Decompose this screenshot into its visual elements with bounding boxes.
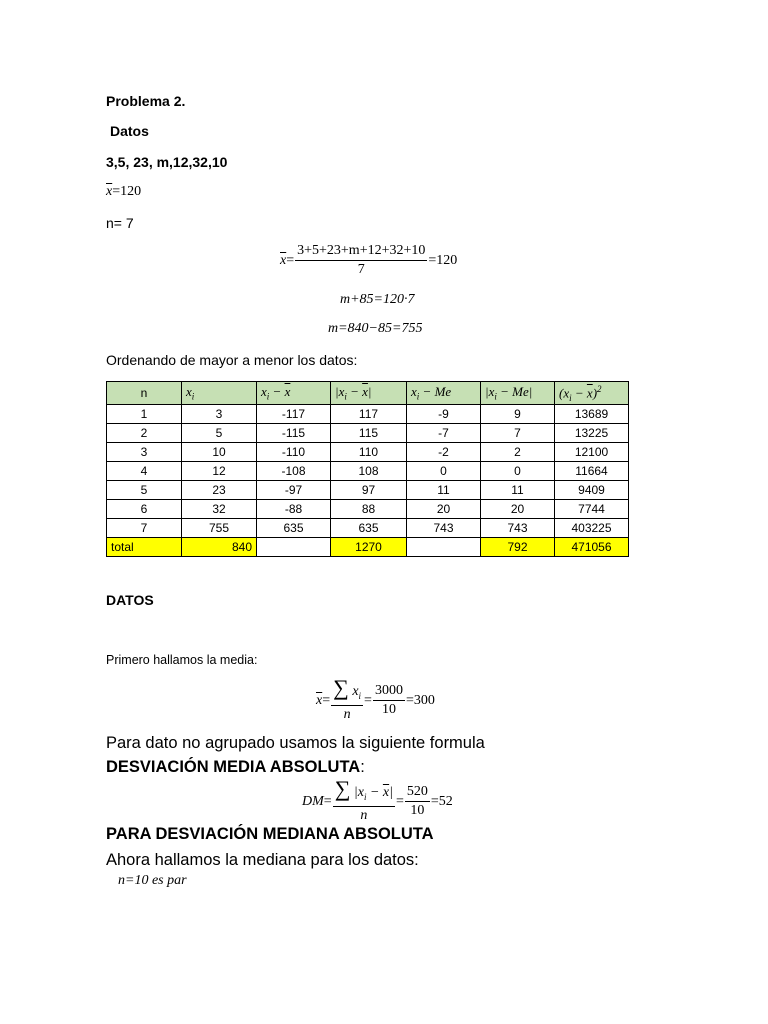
section-intro: Primero hallamos la media: bbox=[106, 653, 258, 667]
table-cell: 13689 bbox=[555, 405, 629, 424]
table-cell: 755 bbox=[182, 519, 257, 538]
table-cell: 110 bbox=[331, 443, 407, 462]
table-cell: 2 bbox=[481, 443, 555, 462]
table-cell: 1 bbox=[107, 405, 182, 424]
table-cell: 7744 bbox=[555, 500, 629, 519]
total-abs-me: 792 bbox=[481, 538, 555, 557]
table-cell: -117 bbox=[257, 405, 331, 424]
table-cell: 20 bbox=[407, 500, 481, 519]
table-cell: 635 bbox=[331, 519, 407, 538]
col-xi-minus-mean: $x_i - \overline{x}$ bbox=[257, 382, 331, 405]
table-cell: 3 bbox=[107, 443, 182, 462]
table-row bbox=[107, 519, 629, 538]
table-cell: 108 bbox=[331, 462, 407, 481]
table-cell: 32 bbox=[182, 500, 257, 519]
data-table bbox=[106, 381, 629, 557]
table-cell: 743 bbox=[407, 519, 481, 538]
table-cell: 5 bbox=[107, 481, 182, 500]
table-row bbox=[107, 424, 629, 443]
table-cell: 20 bbox=[481, 500, 555, 519]
total-empty-1 bbox=[257, 538, 331, 557]
table-cell: 7 bbox=[107, 519, 182, 538]
n-even: n=10 es par bbox=[118, 873, 187, 888]
problem-title: Problema 2. bbox=[106, 93, 186, 109]
table-cell: 0 bbox=[407, 462, 481, 481]
total-label: total bbox=[107, 538, 182, 557]
table-cell: 11664 bbox=[555, 462, 629, 481]
dm-heading: DESVIACIÓN MEDIA ABSOLUTA: bbox=[106, 758, 365, 776]
total-abs-dev: 1270 bbox=[331, 538, 407, 557]
equation-2: m+85=120·7 bbox=[340, 292, 415, 307]
table-cell: 3 bbox=[182, 405, 257, 424]
col-abs-xi-minus-me: $|x_i - Me|$ bbox=[481, 382, 555, 405]
table-cell: 6 bbox=[107, 500, 182, 519]
table-cell: 9409 bbox=[555, 481, 629, 500]
table-cell: 2 bbox=[107, 424, 182, 443]
table-cell: 97 bbox=[331, 481, 407, 500]
table-cell: 117 bbox=[331, 405, 407, 424]
table-cell: -7 bbox=[407, 424, 481, 443]
table-cell: 4 bbox=[107, 462, 182, 481]
table-cell: -115 bbox=[257, 424, 331, 443]
table-cell: 5 bbox=[182, 424, 257, 443]
col-squared: $(x_i - \overline{x})^2$ bbox=[555, 382, 629, 405]
table-cell: 11 bbox=[407, 481, 481, 500]
table-row bbox=[107, 443, 629, 462]
formula-intro: Para dato no agrupado usamos la siguiente formula bbox=[106, 734, 485, 752]
table-row bbox=[107, 462, 629, 481]
total-empty-2 bbox=[407, 538, 481, 557]
table-cell: 12100 bbox=[555, 443, 629, 462]
section-heading: DATOS bbox=[106, 592, 154, 608]
table-row bbox=[107, 405, 629, 424]
equation-mean: $\overline{x}$ = $\frac{3+5+23+m+12+32+10}{7}$ =120 bbox=[280, 243, 458, 277]
table-cell: 0 bbox=[481, 462, 555, 481]
table-row bbox=[107, 481, 629, 500]
table-cell: 23 bbox=[182, 481, 257, 500]
table-cell: 9 bbox=[481, 405, 555, 424]
table-cell: 13225 bbox=[555, 424, 629, 443]
col-xi-minus-me: $x_i - Me$ bbox=[407, 382, 481, 405]
n-line: n= 7 bbox=[106, 215, 134, 231]
mean-given: $\overline{x}=120$ bbox=[106, 184, 142, 199]
table-cell: 115 bbox=[331, 424, 407, 443]
table-intro: Ordenando de mayor a menor los datos: bbox=[106, 352, 358, 368]
equation-dm: DM = $\frac{\sum |x_i - \overline{x}|}{n}$ = $\frac{520}{10}$ =52 bbox=[302, 776, 453, 823]
col-abs-xi-minus-mean: $|x_i - \overline{x}|$ bbox=[331, 382, 407, 405]
table-cell: 10 bbox=[182, 443, 257, 462]
table-cell: 12 bbox=[182, 462, 257, 481]
table-cell: 403225 bbox=[555, 519, 629, 538]
total-xi: 840 bbox=[182, 538, 257, 557]
table-cell: 88 bbox=[331, 500, 407, 519]
equation-3: m=840−85=755 bbox=[328, 321, 423, 336]
table-cell: 11 bbox=[481, 481, 555, 500]
median-line: Ahora hallamos la mediana para los datos: bbox=[106, 851, 419, 869]
table-cell: 635 bbox=[257, 519, 331, 538]
table-row bbox=[107, 500, 629, 519]
table-cell: -88 bbox=[257, 500, 331, 519]
table-cell: 743 bbox=[481, 519, 555, 538]
table-cell: -110 bbox=[257, 443, 331, 462]
table-cell: -97 bbox=[257, 481, 331, 500]
total-squared: 471056 bbox=[555, 538, 629, 557]
dmed-heading: PARA DESVIACIÓN MEDIANA ABSOLUTA bbox=[106, 825, 434, 843]
equation-media: $\overline{x}$ = $\frac{\sum x_i}{n}$ = $\frac{3000}{10}$ =300 bbox=[316, 675, 435, 722]
table-cell: -108 bbox=[257, 462, 331, 481]
table-header-row bbox=[107, 382, 629, 405]
table-cell: -2 bbox=[407, 443, 481, 462]
data-values: 3,5, 23, m,12,32,10 bbox=[106, 154, 228, 170]
data-heading: Datos bbox=[110, 123, 149, 139]
col-n: n bbox=[107, 382, 182, 405]
table-cell: 7 bbox=[481, 424, 555, 443]
table-cell: -9 bbox=[407, 405, 481, 424]
col-xi: $x_i$ bbox=[182, 382, 257, 405]
table-total-row bbox=[107, 538, 629, 557]
